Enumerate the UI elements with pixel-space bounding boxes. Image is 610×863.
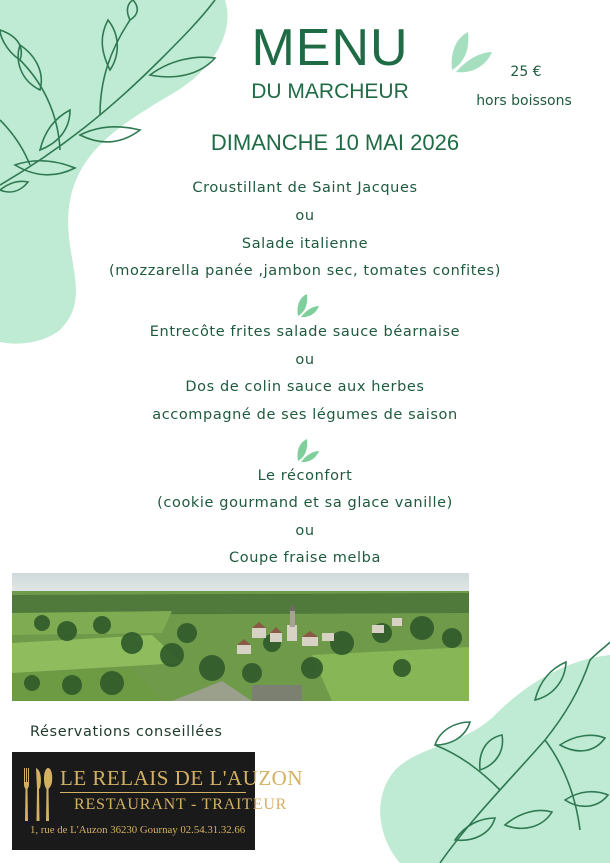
leaf-divider-icon-2 [297,439,319,462]
logo-address: 1, rue de L'Auzon 36230 Gournay 02.54.31.32.66 [30,824,246,836]
logo-divider [60,792,246,793]
restaurant-logo [12,752,303,850]
menu-subtitle: DU MARCHEUR [251,80,409,103]
dessert-line-2: (cookie gourmand et sa glace vanille) [157,495,453,511]
logo-restaurant-name: LE RELAIS DE L'AUZON [60,766,303,790]
dessert-line-3: ou [295,523,315,539]
leaf-divider-icon-1 [297,294,319,317]
reservation-note: Réservations conseillées [30,724,223,740]
starter-line-2: ou [295,208,315,224]
menu-date: DIMANCHE 10 MAI 2026 [210,130,460,155]
starter-line-4: (mozzarella panée ,jambon sec, tomates confites) [109,263,501,279]
starter-line-1: Croustillant de Saint Jacques [192,180,418,196]
village-landscape-photo [12,573,469,701]
leaf-icon-top-right [452,32,492,72]
dessert-line-4: Coupe fraise melba [229,550,381,566]
starter-line-3: Salade italienne [241,236,369,252]
main-line-3: Dos de colin sauce aux herbes [185,379,425,395]
dessert-line-1: Le réconfort [257,468,353,484]
main-line-1: Entrecôte frites salade sauce béarnaise [149,324,461,340]
cutlery-icon [20,766,56,824]
price-note: hors boissons [476,93,572,109]
menu-title: MENU [251,19,409,77]
main-line-4: accompagné de ses légumes de saison [152,407,458,423]
price: 25 € [510,64,542,80]
main-line-2: ou [295,352,315,368]
logo-subtitle: RESTAURANT - TRAITEUR [74,796,288,813]
